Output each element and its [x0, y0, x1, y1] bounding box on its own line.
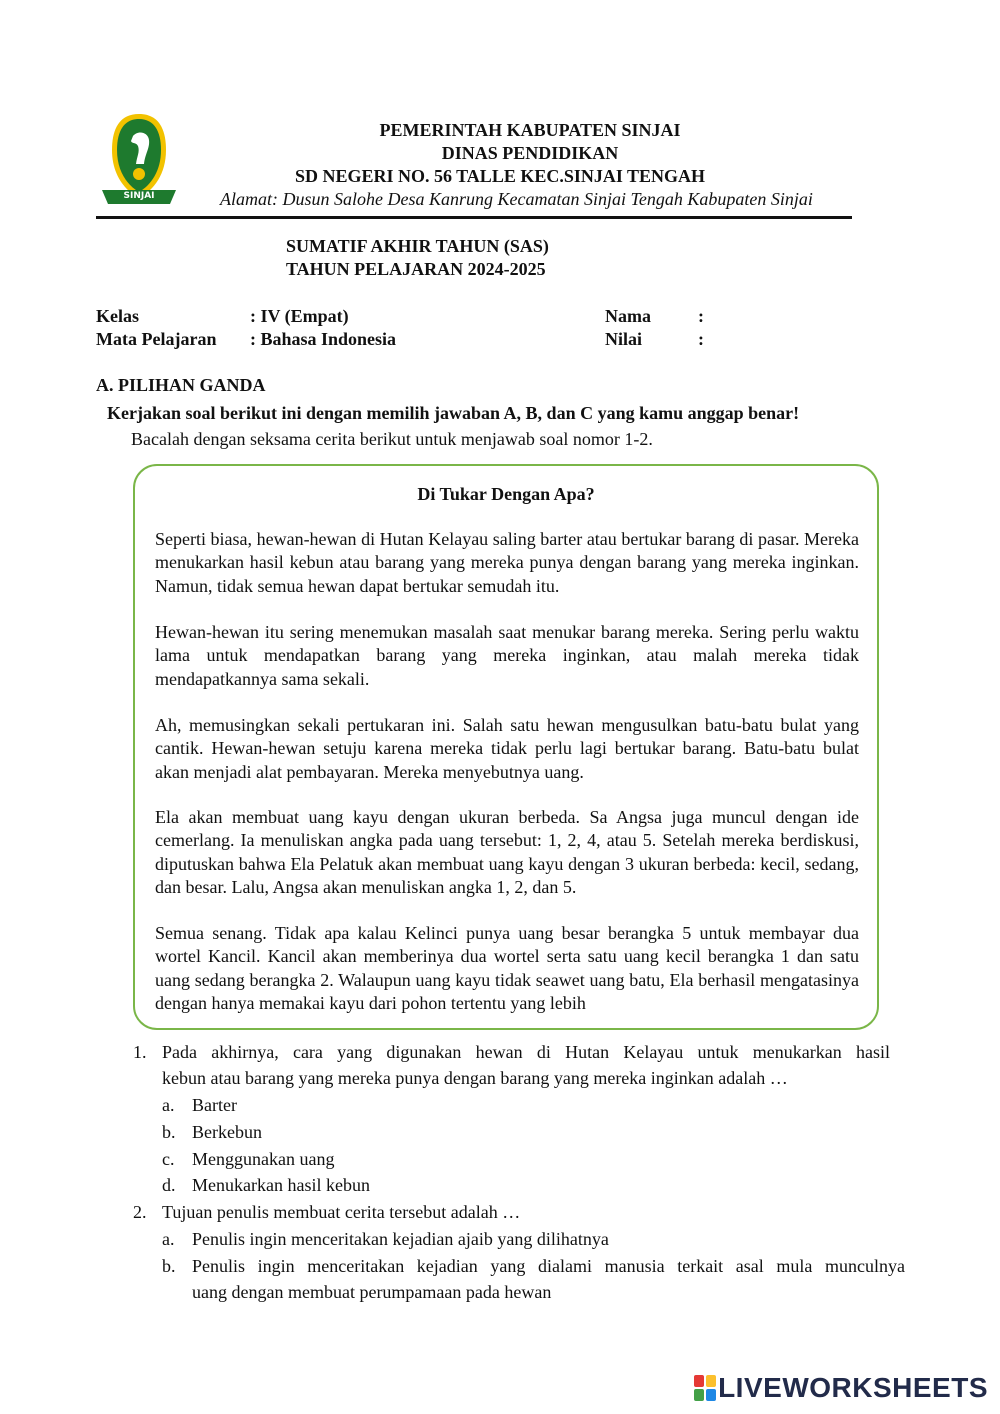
section-instruction: Kerjakan soal berikut ini dengan memilih jawaban A, B, dan C yang kamu anggap benar! — [107, 403, 800, 423]
option-label: a. — [162, 1229, 175, 1249]
logo-block — [706, 1375, 716, 1387]
option-barter[interactable]: Barter — [192, 1095, 237, 1115]
option-label: b. — [162, 1256, 176, 1276]
option-menggunakan-uang[interactable]: Menggunakan uang — [192, 1149, 335, 1169]
question-text: Tujuan penulis membuat cerita tersebut adalah … — [162, 1202, 521, 1222]
option-asal-mula-uang-cont[interactable]: uang dengan membuat perumpamaan pada hewan — [192, 1282, 552, 1302]
story-box — [133, 464, 879, 1030]
story-paragraph: Hewan-hewan itu sering menemukan masalah saat menukar barang mereka. Sering perlu waktu lama untuk mendapatkan barang yang mereka inginkan, atau malah mereka tidak mendapatkannya sama sekali. — [155, 622, 859, 689]
story-paragraph: Semua senang. Tidak apa kalau Kelinci punya uang besar berangka 5 untuk membayar dua wortel Kancil. Kancil akan memberinya dua wortel serta satu uang kecil berangka 1 dan satu uang sedang berangka 2. Walaupun uang kayu tidak seawet uang batu, Ela berhasil mengatasinya dengan hanya memakai kayu dari pohon tertentu yang lebih — [155, 923, 859, 1013]
story-intro: Bacalah dengan seksama cerita berikut untuk menjawab soal nomor 1-2. — [131, 429, 653, 449]
liveworksheets-text: LIVEWORKSHEETS — [718, 1372, 988, 1403]
header-school: SD NEGERI NO. 56 TALLE KEC.SINJAI TENGAH — [294, 166, 706, 186]
header-government: PEMERINTAH KABUPATEN SINJAI — [379, 120, 681, 140]
exam-title: SUMATIF AKHIR TAHUN (SAS) — [286, 236, 549, 256]
option-kejadian-ajaib[interactable]: Penulis ingin menceritakan kejadian ajaib yang dilihatnya — [192, 1229, 609, 1249]
option-label: b. — [162, 1122, 176, 1142]
nama-label: Nama — [605, 306, 651, 326]
question-number: 2. — [133, 1202, 147, 1222]
story-paragraph: Ela akan membuat uang kayu dengan ukuran berbeda. Sa Angsa juga muncul dengan ide cemerlang. Ia menuliskan angka pada uang tersebut: 1, 2, 4, atau 5. Setelah mereka berdiskusi, diputuskan bahwa Ela Pelatuk akan membuat uang kayu dengan 3 ukuran berbeda: kecil, sedang, dan besar. Lalu, Angsa akan menuliskan angka 1, 2, dan 5. — [155, 807, 859, 897]
kelas-value: : IV (Empat) — [250, 306, 349, 326]
nilai-field[interactable]: : — [698, 329, 704, 349]
section-heading: A. PILIHAN GANDA — [96, 375, 266, 395]
logo-block — [706, 1389, 716, 1401]
question-number: 1. — [133, 1042, 147, 1062]
option-label: d. — [162, 1175, 176, 1195]
mapel-label: Mata Pelajaran — [96, 329, 217, 349]
question-text: Pada akhirnya, cara yang digunakan hewan di Hutan Kelayau untuk menukarkan hasil — [162, 1042, 890, 1062]
story-title: Di Tukar Dengan Apa? — [417, 484, 595, 504]
question-text: kebun atau barang yang mereka punya dengan barang yang mereka inginkan adalah … — [162, 1068, 788, 1088]
nama-field[interactable]: : — [698, 306, 704, 326]
story-paragraph: Ah, memusingkan sekali pertukaran ini. Salah satu hewan mengusulkan batu-batu bulat yang cantik. Hewan-hewan setuju karena mereka tidak perlu lagi bertukar barang. Batu-batu bulat akan menjadi alat pembayaran. Mereka menyebutnya uang. — [155, 715, 859, 782]
logo-block — [694, 1389, 704, 1401]
nilai-label: Nilai — [605, 329, 643, 349]
option-menukarkan-hasil-kebun[interactable]: Menukarkan hasil kebun — [192, 1175, 370, 1195]
header-address: Alamat: Dusun Salohe Desa Kanrung Kecamatan Sinjai Tengah Kabupaten Sinjai — [220, 189, 813, 209]
logo-caption: SINJAI — [123, 191, 155, 201]
exam-year: TAHUN PELAJARAN 2024-2025 — [286, 259, 546, 279]
header-divider — [96, 216, 852, 219]
header-department: DINAS PENDIDIKAN — [441, 143, 619, 163]
liveworksheets-logo — [694, 1372, 988, 1404]
option-label: a. — [162, 1095, 175, 1115]
logo-block — [694, 1375, 704, 1387]
story-paragraph: Seperti biasa, hewan-hewan di Hutan Kelayau saling barter atau bertukar barang di pasar. Mereka menukarkan hasil kebun atau barang yang mereka punya dengan barang yang mereka inginkan. Namun, tidak semua hewan dapat bertukar semudah itu. — [155, 529, 859, 596]
option-label: c. — [162, 1149, 175, 1169]
liveworksheets-icon — [694, 1375, 716, 1401]
mapel-value: : Bahasa Indonesia — [250, 329, 397, 349]
option-asal-mula-uang[interactable]: Penulis ingin menceritakan kejadian yang dialami manusia terkait asal mula munculnya — [192, 1256, 905, 1276]
option-berkebun[interactable]: Berkebun — [192, 1122, 262, 1142]
kelas-label: Kelas — [96, 306, 139, 326]
